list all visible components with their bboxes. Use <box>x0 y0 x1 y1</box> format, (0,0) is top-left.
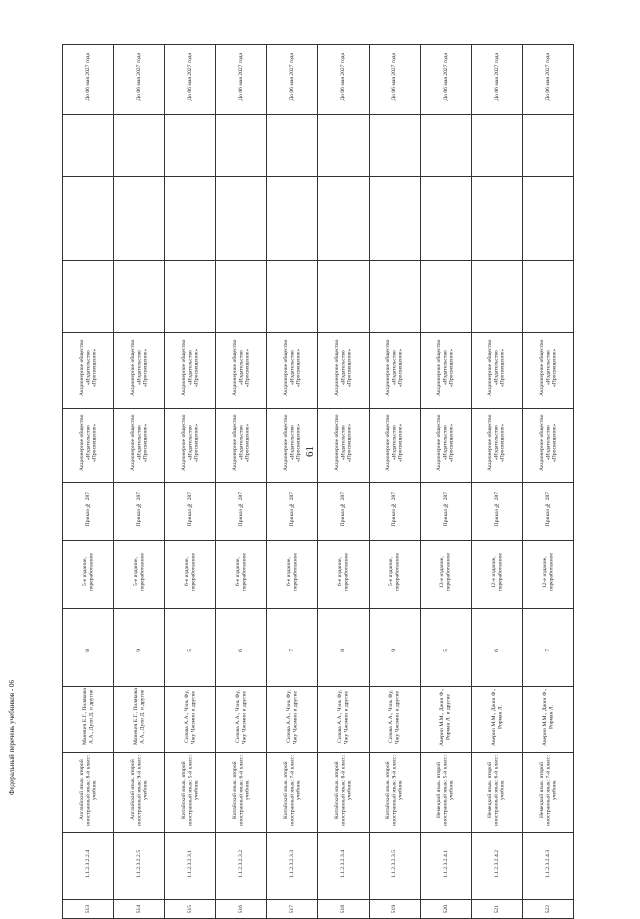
valid-until-text: До 06 мая 2027 года <box>340 53 347 101</box>
authors-cell <box>522 687 573 753</box>
valid-until-text: До 06 мая 2027 года <box>391 53 398 101</box>
empty-cell <box>420 261 471 333</box>
edition-cell <box>471 541 522 609</box>
row-number-text: 515 <box>187 904 194 913</box>
order-cell <box>63 483 114 541</box>
authors-cell <box>165 687 216 753</box>
title-cell <box>267 753 318 833</box>
publisher-cell <box>165 333 216 409</box>
valid-until-cell <box>471 45 522 115</box>
authors-cell <box>267 687 318 753</box>
title-text: Китайский язык. второй иностранный язык: 6-й класс: учебник <box>231 754 251 826</box>
empty-cell <box>114 177 165 261</box>
row-number-cell <box>318 900 369 919</box>
code-text: 1.1.2.3.2.4.1 <box>442 849 449 878</box>
publisher-text: Акционерное общество «Издательство «Просвещение» <box>487 339 506 397</box>
code-text: 1.1.2.3.2.4.2 <box>493 849 500 878</box>
row-number-cell <box>114 900 165 919</box>
order-text: Приказ № 287 <box>544 491 551 527</box>
empty-cell <box>216 261 267 333</box>
publisher-text: Акционерное общество «Издательство «Просвещение» <box>180 339 200 397</box>
row-number-cell <box>471 900 522 919</box>
code-cell <box>114 833 165 900</box>
code-cell <box>63 833 114 900</box>
edition-cell <box>420 541 471 609</box>
code-cell <box>420 833 471 900</box>
row-number-text: 517 <box>289 904 296 913</box>
order-text: Приказ № 287 <box>84 491 91 527</box>
authors-text: Сизова А.А., Чэнь Фу, Чжу Чжэмин и другие <box>286 690 299 744</box>
valid-until-text: До 06 мая 2027 года <box>238 53 245 101</box>
order-text: Приказ № 287 <box>289 491 296 527</box>
empty-cell <box>369 261 420 333</box>
table-row <box>63 409 574 483</box>
valid-until-text: До 06 мая 2027 года <box>84 53 91 101</box>
edition-cell <box>165 541 216 609</box>
order-cell <box>114 483 165 541</box>
table-row <box>63 753 574 833</box>
code-cell <box>318 833 369 900</box>
authors-text: Аверин М.М., Джин Ф., Рорман Л. и другие <box>439 688 452 746</box>
grade-text: 6 <box>493 648 500 652</box>
row-number-cell <box>165 900 216 919</box>
table-row <box>63 261 574 333</box>
order-text: Приказ № 287 <box>187 491 194 527</box>
grade-text: 9 <box>136 648 143 652</box>
code-text: 1.1.2.3.2.3.1 <box>187 849 194 878</box>
edition-cell <box>267 541 318 609</box>
title-text: Китайский язык. второй иностранный язык: 9-й класс: учебник <box>385 754 404 826</box>
order-text: Приказ № 287 <box>391 491 398 527</box>
publisher-text: Акционерное общество «Издательство «Просвещение» <box>436 339 455 397</box>
table-row <box>63 541 574 609</box>
publisher-cell <box>522 333 573 409</box>
table-row <box>63 483 574 541</box>
publisher-cell <box>369 409 420 483</box>
edition-cell <box>318 541 369 609</box>
publisher-cell <box>267 409 318 483</box>
valid-until-cell <box>420 45 471 115</box>
publisher-text: Акционерное общество «Издательство «Просвещение» <box>538 339 558 397</box>
title-text: Немецкий язык. второй иностранный язык: 7-й класс: учебник <box>538 754 558 826</box>
authors-text: Сизова А.А., Чэнь Фу, Чжу Чжэмин и другие <box>235 690 248 744</box>
code-text: 1.1.2.3.2.2.5 <box>136 849 143 878</box>
table-row <box>63 177 574 261</box>
edition-text: 12-е издание, переработанное <box>541 553 554 591</box>
publisher-cell <box>216 333 267 409</box>
authors-cell <box>63 687 114 753</box>
publisher-text: Акционерное общество «Издательство «Просвещение» <box>180 414 200 472</box>
row-number-cell <box>369 900 420 919</box>
order-text: Приказ № 287 <box>238 491 245 527</box>
grade-cell <box>216 609 267 687</box>
empty-cell <box>267 115 318 177</box>
publisher-text: Акционерное общество «Издательство «Просвещение» <box>385 339 404 397</box>
order-cell <box>420 483 471 541</box>
table-row <box>63 900 574 919</box>
grade-text: 8 <box>340 648 347 652</box>
title-text: Немецкий язык. второй иностранный язык: 5-й класс: учебник <box>436 754 455 826</box>
code-text: 1.1.2.3.2.4.3 <box>544 849 551 878</box>
row-number-text: 518 <box>340 904 347 913</box>
grade-cell <box>420 609 471 687</box>
title-text: Английский язык. второй иностранный язык: 8-й класс: учебник <box>78 754 98 826</box>
publisher-cell <box>165 409 216 483</box>
valid-until-text: До 06 мая 2027 года <box>187 53 194 101</box>
publisher-cell <box>63 409 114 483</box>
authors-text: Сизова А.А., Чэнь Фу, Чжу Чжэмин и другие <box>388 690 401 744</box>
publisher-text: Акционерное общество «Издательство «Просвещение» <box>78 414 98 472</box>
empty-cell <box>471 115 522 177</box>
code-text: 1.1.2.3.2.3.3 <box>289 849 296 878</box>
title-cell <box>369 753 420 833</box>
order-cell <box>471 483 522 541</box>
row-number-text: 519 <box>391 904 398 913</box>
valid-until-text: До 06 мая 2027 года <box>442 53 449 101</box>
title-cell <box>522 753 573 833</box>
authors-text: Сизова А.А., Чэнь Фу, Чжу Чжэмин и другие <box>337 690 350 744</box>
edition-cell <box>522 541 573 609</box>
publisher-cell <box>471 333 522 409</box>
grade-text: 7 <box>544 648 551 652</box>
page-number: 61 <box>304 446 316 457</box>
publisher-cell <box>369 333 420 409</box>
publisher-cell <box>420 333 471 409</box>
empty-cell <box>369 115 420 177</box>
table-row <box>63 115 574 177</box>
title-cell <box>216 753 267 833</box>
edition-text: 6-е издание, переработанное <box>183 553 197 591</box>
valid-until-cell <box>369 45 420 115</box>
empty-cell <box>522 177 573 261</box>
empty-cell <box>318 115 369 177</box>
edition-text: 12-е издание, переработанное <box>490 553 503 591</box>
publisher-text: Акционерное общество «Издательство «Просвещение» <box>231 339 251 397</box>
valid-until-cell <box>318 45 369 115</box>
empty-cell <box>318 261 369 333</box>
publisher-text: Акционерное общество «Издательство «Просвещение» <box>129 339 149 397</box>
title-cell <box>165 753 216 833</box>
code-text: 1.1.2.3.2.2.4 <box>84 849 91 878</box>
order-text: Приказ № 287 <box>442 491 449 527</box>
title-cell <box>471 753 522 833</box>
grade-text: 9 <box>391 648 398 652</box>
table-row <box>63 333 574 409</box>
valid-until-cell <box>165 45 216 115</box>
valid-until-cell <box>63 45 114 115</box>
publisher-text: Акционерное общество «Издательство «Просвещение» <box>334 414 353 472</box>
edition-cell <box>216 541 267 609</box>
grade-cell <box>114 609 165 687</box>
title-text: Английский язык. второй иностранный язык: 9-й класс: учебник <box>129 754 149 826</box>
publisher-text: Акционерное общество «Издательство «Просвещение» <box>283 414 302 472</box>
publisher-cell <box>522 409 573 483</box>
grade-text: 5 <box>187 648 194 652</box>
authors-text: Маневич Е.Г., Полякова А.А., Дули Д. и другие <box>132 688 146 746</box>
order-text: Приказ № 287 <box>136 491 143 527</box>
empty-cell <box>114 115 165 177</box>
publisher-text: Акционерное общество «Издательство «Просвещение» <box>487 414 506 472</box>
edition-cell <box>369 541 420 609</box>
edition-text: 13-е издание, переработанное <box>439 553 452 591</box>
empty-cell <box>165 115 216 177</box>
code-text: 1.1.2.3.2.3.2 <box>238 849 245 878</box>
publisher-cell <box>114 333 165 409</box>
publisher-text: Акционерное общество «Издательство «Просвещение» <box>231 414 251 472</box>
empty-cell <box>165 261 216 333</box>
page-footer: Федеральный перечень учебников - 06 <box>8 680 16 795</box>
valid-until-cell <box>267 45 318 115</box>
valid-until-cell <box>114 45 165 115</box>
table-row <box>63 45 574 115</box>
table-row <box>63 609 574 687</box>
row-number-cell <box>420 900 471 919</box>
empty-cell <box>369 177 420 261</box>
code-text: 1.1.2.3.2.3.4 <box>340 849 347 878</box>
edition-cell <box>63 541 114 609</box>
publisher-cell <box>267 333 318 409</box>
publisher-text: Акционерное общество «Издательство «Просвещение» <box>385 414 404 472</box>
row-number-cell <box>522 900 573 919</box>
publisher-cell <box>318 333 369 409</box>
textbook-table <box>62 44 574 919</box>
publisher-text: Акционерное общество «Издательство «Просвещение» <box>78 339 98 397</box>
grade-cell <box>318 609 369 687</box>
authors-cell <box>216 687 267 753</box>
publisher-cell <box>318 409 369 483</box>
order-cell <box>369 483 420 541</box>
table-row <box>63 833 574 900</box>
row-number-text: 513 <box>84 904 91 913</box>
empty-cell <box>216 177 267 261</box>
publisher-cell <box>114 409 165 483</box>
valid-until-text: До 06 мая 2027 года <box>544 53 551 101</box>
publisher-text: Акционерное общество «Издательство «Просвещение» <box>538 414 558 472</box>
valid-until-cell <box>216 45 267 115</box>
row-number-text: 521 <box>493 904 500 913</box>
empty-cell <box>420 177 471 261</box>
valid-until-text: До 06 мая 2027 года <box>493 53 500 101</box>
empty-cell <box>267 261 318 333</box>
grade-text: 7 <box>289 648 296 652</box>
edition-cell <box>114 541 165 609</box>
order-text: Приказ № 287 <box>493 491 500 527</box>
authors-cell <box>369 687 420 753</box>
empty-cell <box>471 177 522 261</box>
empty-cell <box>216 115 267 177</box>
authors-cell <box>420 687 471 753</box>
empty-cell <box>63 115 114 177</box>
grade-cell <box>165 609 216 687</box>
authors-text: Маневич Е.Г., Полякова А.А., Дули Д. и другие <box>81 688 95 746</box>
publisher-text: Акционерное общество «Издательство «Просвещение» <box>436 414 455 472</box>
publisher-text: Акционерное общество «Издательство «Просвещение» <box>283 339 302 397</box>
code-cell <box>471 833 522 900</box>
valid-until-cell <box>522 45 573 115</box>
empty-cell <box>267 177 318 261</box>
empty-cell <box>63 261 114 333</box>
code-cell <box>267 833 318 900</box>
empty-cell <box>522 261 573 333</box>
title-cell <box>63 753 114 833</box>
title-text: Китайский язык. второй иностранный язык: 5-й класс: учебник <box>180 754 200 826</box>
grade-text: 5 <box>442 648 449 652</box>
row-number-text: 522 <box>544 904 551 913</box>
order-text: Приказ № 287 <box>340 491 347 527</box>
order-cell <box>267 483 318 541</box>
grade-cell <box>267 609 318 687</box>
row-number-cell <box>216 900 267 919</box>
row-number-text: 514 <box>136 904 143 913</box>
edition-text: 6-е издание, переработанное <box>337 553 350 591</box>
code-cell <box>522 833 573 900</box>
grade-cell <box>369 609 420 687</box>
valid-until-text: До 06 мая 2027 года <box>289 53 296 101</box>
publisher-cell <box>63 333 114 409</box>
title-cell <box>420 753 471 833</box>
empty-cell <box>114 261 165 333</box>
row-number-text: 516 <box>238 904 245 913</box>
authors-text: Аверин М.М., Джин Ф., Рорман Л. <box>541 688 554 746</box>
order-cell <box>216 483 267 541</box>
authors-cell <box>471 687 522 753</box>
authors-cell <box>114 687 165 753</box>
row-number-cell <box>63 900 114 919</box>
authors-text: Аверин М.М., Джин Ф., Рорман Л. <box>490 688 503 746</box>
publisher-text: Акционерное общество «Издательство «Просвещение» <box>129 414 149 472</box>
empty-cell <box>165 177 216 261</box>
edition-text: 5-е издание, переработанное <box>132 553 146 591</box>
publisher-text: Акционерное общество «Издательство «Просвещение» <box>334 339 353 397</box>
empty-cell <box>318 177 369 261</box>
publisher-cell <box>216 409 267 483</box>
row-number-cell <box>267 900 318 919</box>
order-cell <box>165 483 216 541</box>
row-number-text: 520 <box>442 904 449 913</box>
grade-cell <box>63 609 114 687</box>
authors-cell <box>318 687 369 753</box>
title-cell <box>114 753 165 833</box>
order-cell <box>522 483 573 541</box>
title-cell <box>318 753 369 833</box>
code-cell <box>369 833 420 900</box>
title-text: Китайский язык. второй иностранный язык: 7-й класс: учебник <box>283 754 302 826</box>
order-cell <box>318 483 369 541</box>
grade-text: 6 <box>238 648 245 652</box>
edition-text: 5-е издание, переработанное <box>81 553 95 591</box>
empty-cell <box>420 115 471 177</box>
publisher-cell <box>471 409 522 483</box>
edition-text: 5-е издание, переработанное <box>388 553 401 591</box>
edition-text: 6-е издание, переработанное <box>235 553 248 591</box>
edition-text: 6-е издание, переработанное <box>286 553 299 591</box>
empty-cell <box>471 261 522 333</box>
title-text: Китайский язык. второй иностранный язык: 8-й класс: учебник <box>334 754 353 826</box>
title-text: Немецкий язык. второй иностранный язык: 6-й класс: учебник <box>487 754 506 826</box>
code-cell <box>165 833 216 900</box>
table-row <box>63 687 574 753</box>
empty-cell <box>522 115 573 177</box>
grade-cell <box>522 609 573 687</box>
code-text: 1.1.2.3.2.3.5 <box>391 849 398 878</box>
authors-text: Сизова А.А., Чэнь Фу, Чжу Чжэмин и другие <box>183 690 197 744</box>
code-cell <box>216 833 267 900</box>
grade-cell <box>471 609 522 687</box>
publisher-cell <box>420 409 471 483</box>
empty-cell <box>63 177 114 261</box>
grade-text: 8 <box>84 648 91 652</box>
valid-until-text: До 06 мая 2027 года <box>136 53 143 101</box>
